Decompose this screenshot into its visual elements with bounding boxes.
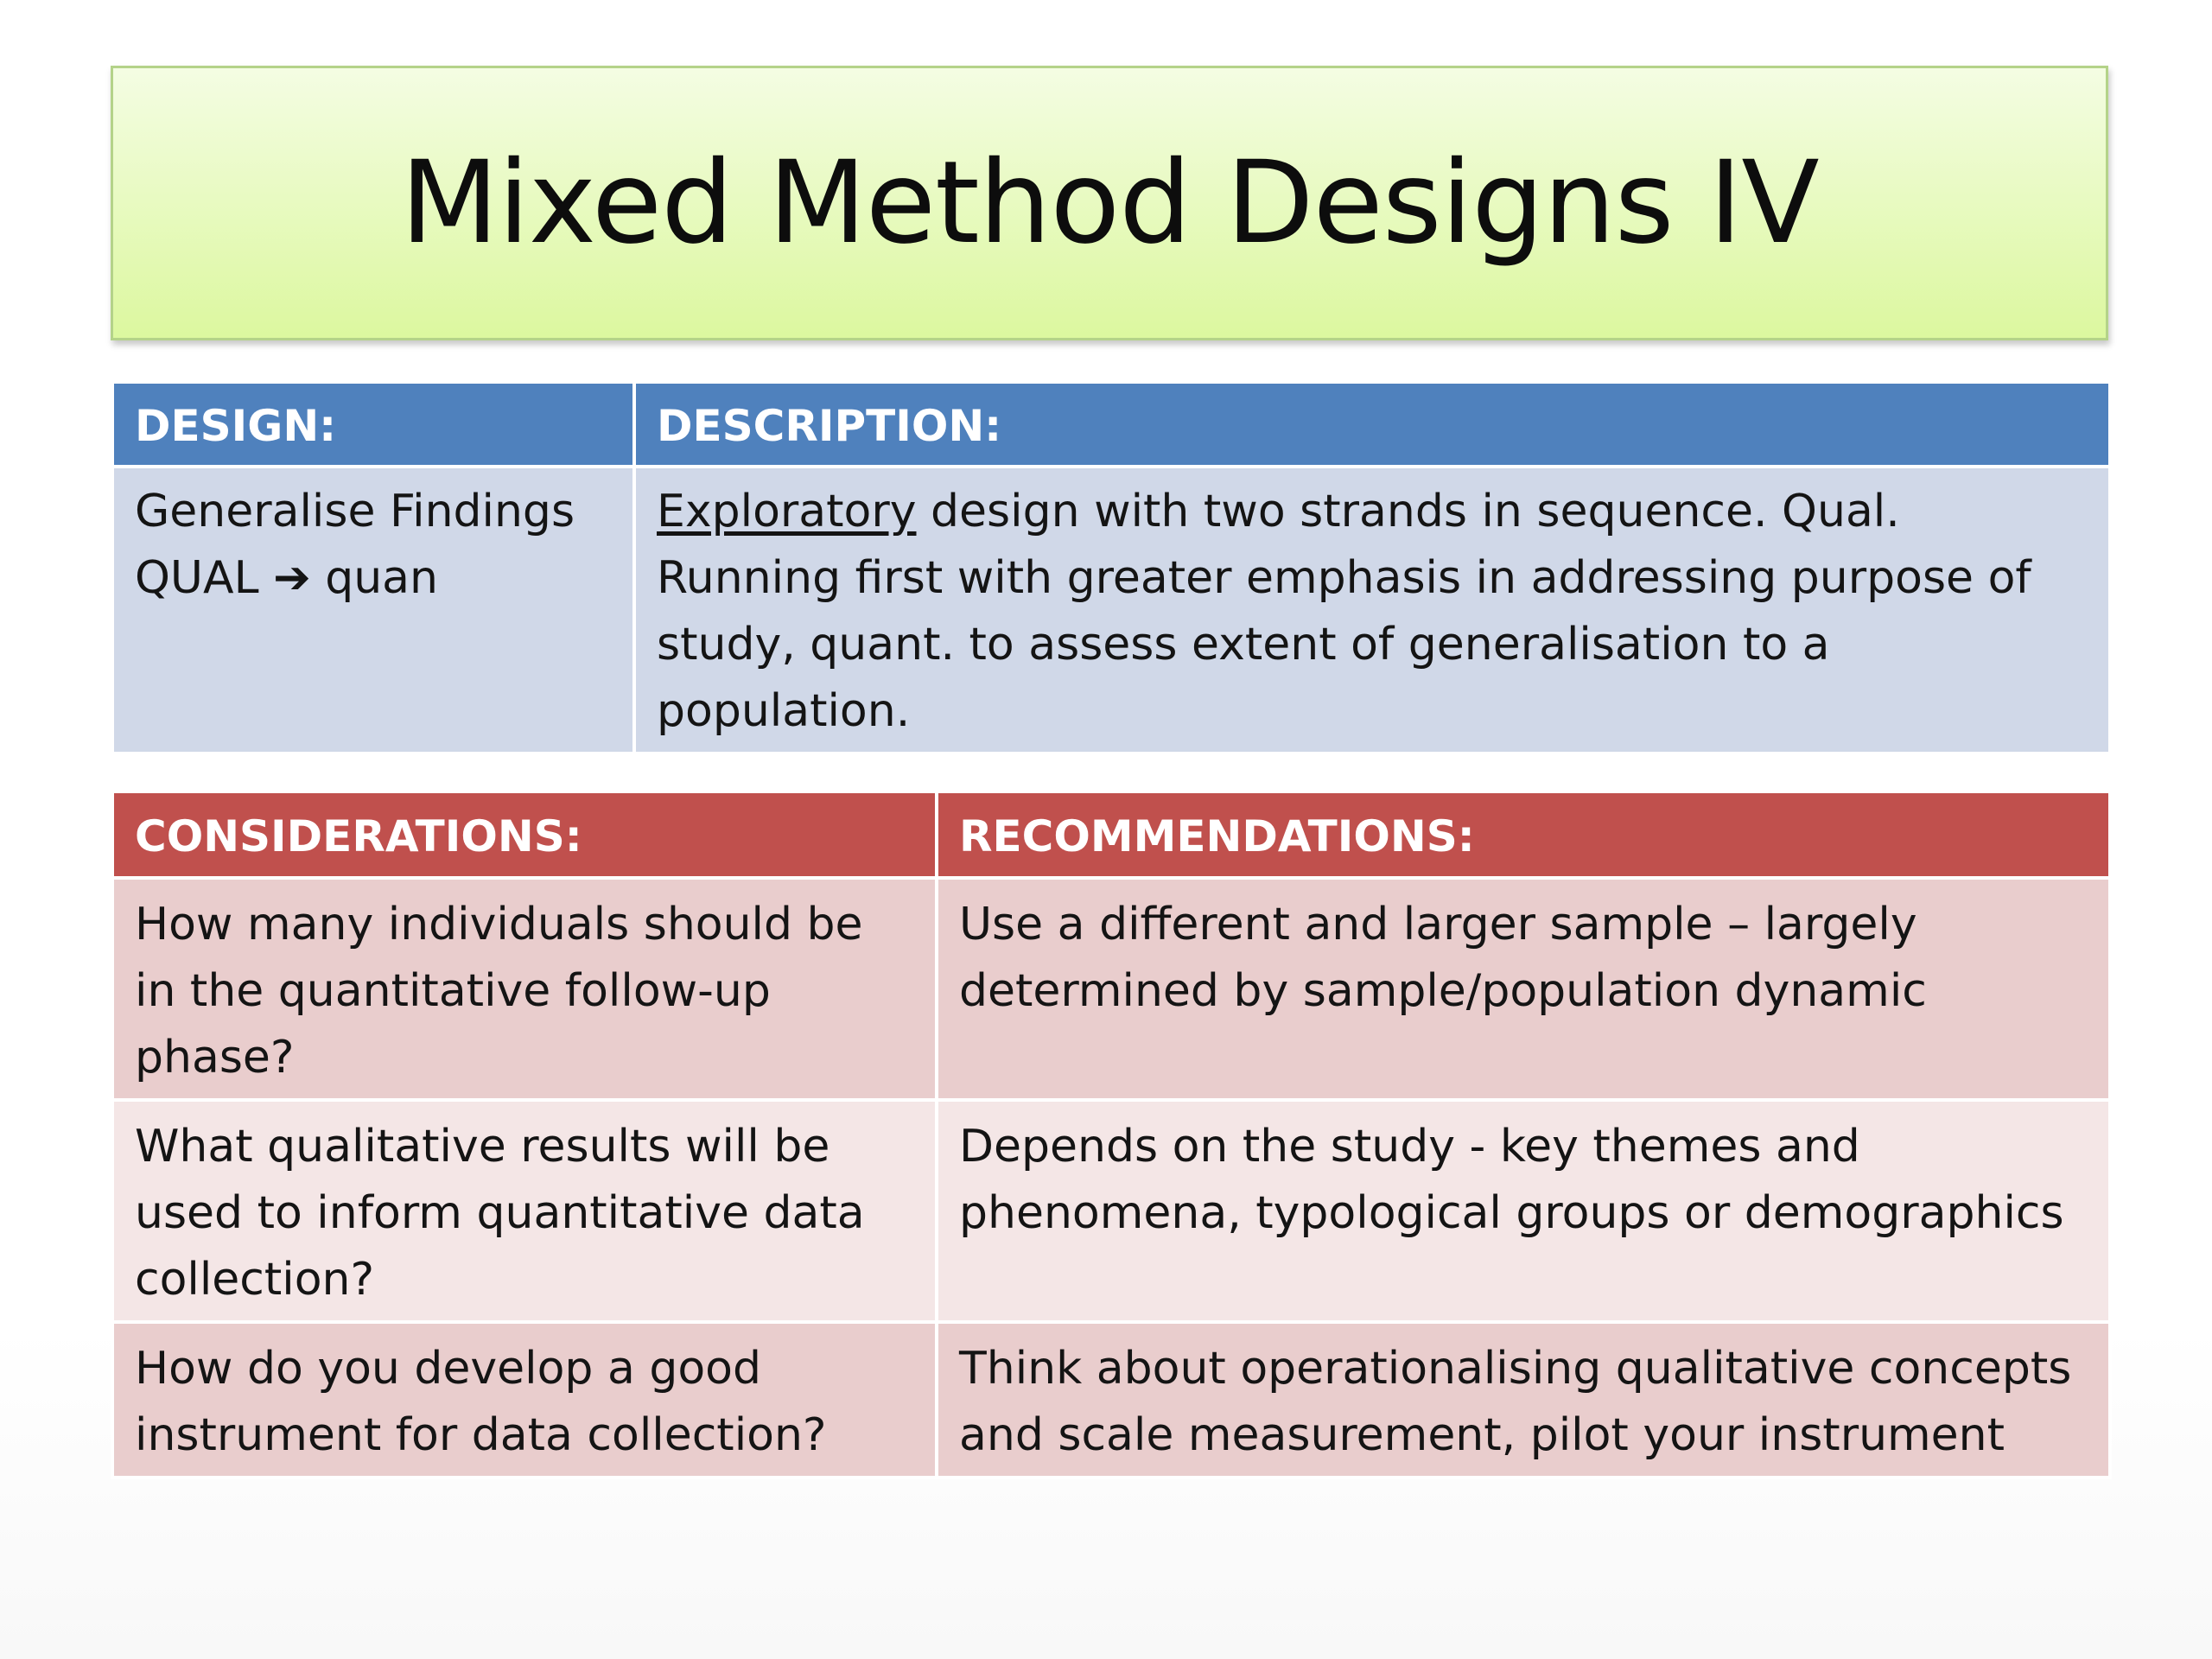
recommendations-header: RECOMMENDATIONS:	[937, 791, 2110, 878]
description-text: design with two strands in sequence. Qual. Running first with greater emphasis in addressing purpose of study, quant. to assess extent of generalisation to a population.	[657, 486, 2031, 737]
design-cell	[112, 467, 634, 753]
table-row	[112, 1322, 2110, 1478]
design-name: Generalise Findings	[135, 486, 575, 537]
table-row	[112, 878, 2110, 1100]
considerations-table-header-row	[112, 791, 2110, 878]
design-qual: QUAL	[135, 552, 259, 604]
consideration-cell: How do you develop a good instrument for data collection?	[112, 1322, 937, 1478]
description-cell	[634, 467, 2110, 753]
description-header: DESCRIPTION:	[634, 382, 2110, 467]
design-table	[111, 380, 2112, 755]
design-table-header-row	[112, 382, 2110, 467]
design-quan: quan	[325, 552, 438, 604]
design-table-row	[112, 467, 2110, 753]
recommendation-cell: Think about operationalising qualitative concepts and scale measurement, pilot your instrument	[937, 1322, 2110, 1478]
considerations-header: CONSIDERATIONS:	[112, 791, 937, 878]
title-box	[111, 66, 2108, 340]
consideration-cell: What qualitative results will be used to inform quantitative data collection?	[112, 1100, 937, 1322]
table-row	[112, 1100, 2110, 1322]
considerations-table	[111, 790, 2112, 1479]
recommendation-cell: Use a different and larger sample – largely determined by sample/population dynamic	[937, 878, 2110, 1100]
design-header: DESIGN:	[112, 382, 634, 467]
description-emphasis: Exploratory	[657, 486, 917, 537]
recommendation-cell: Depends on the study - key themes and phenomena, typological groups or demographics	[937, 1100, 2110, 1322]
arrow-right-icon: ➔	[273, 552, 311, 604]
consideration-cell: How many individuals should be in the quantitative follow-up phase?	[112, 878, 937, 1100]
slide-title: Mixed Method Designs IV	[400, 137, 1819, 270]
